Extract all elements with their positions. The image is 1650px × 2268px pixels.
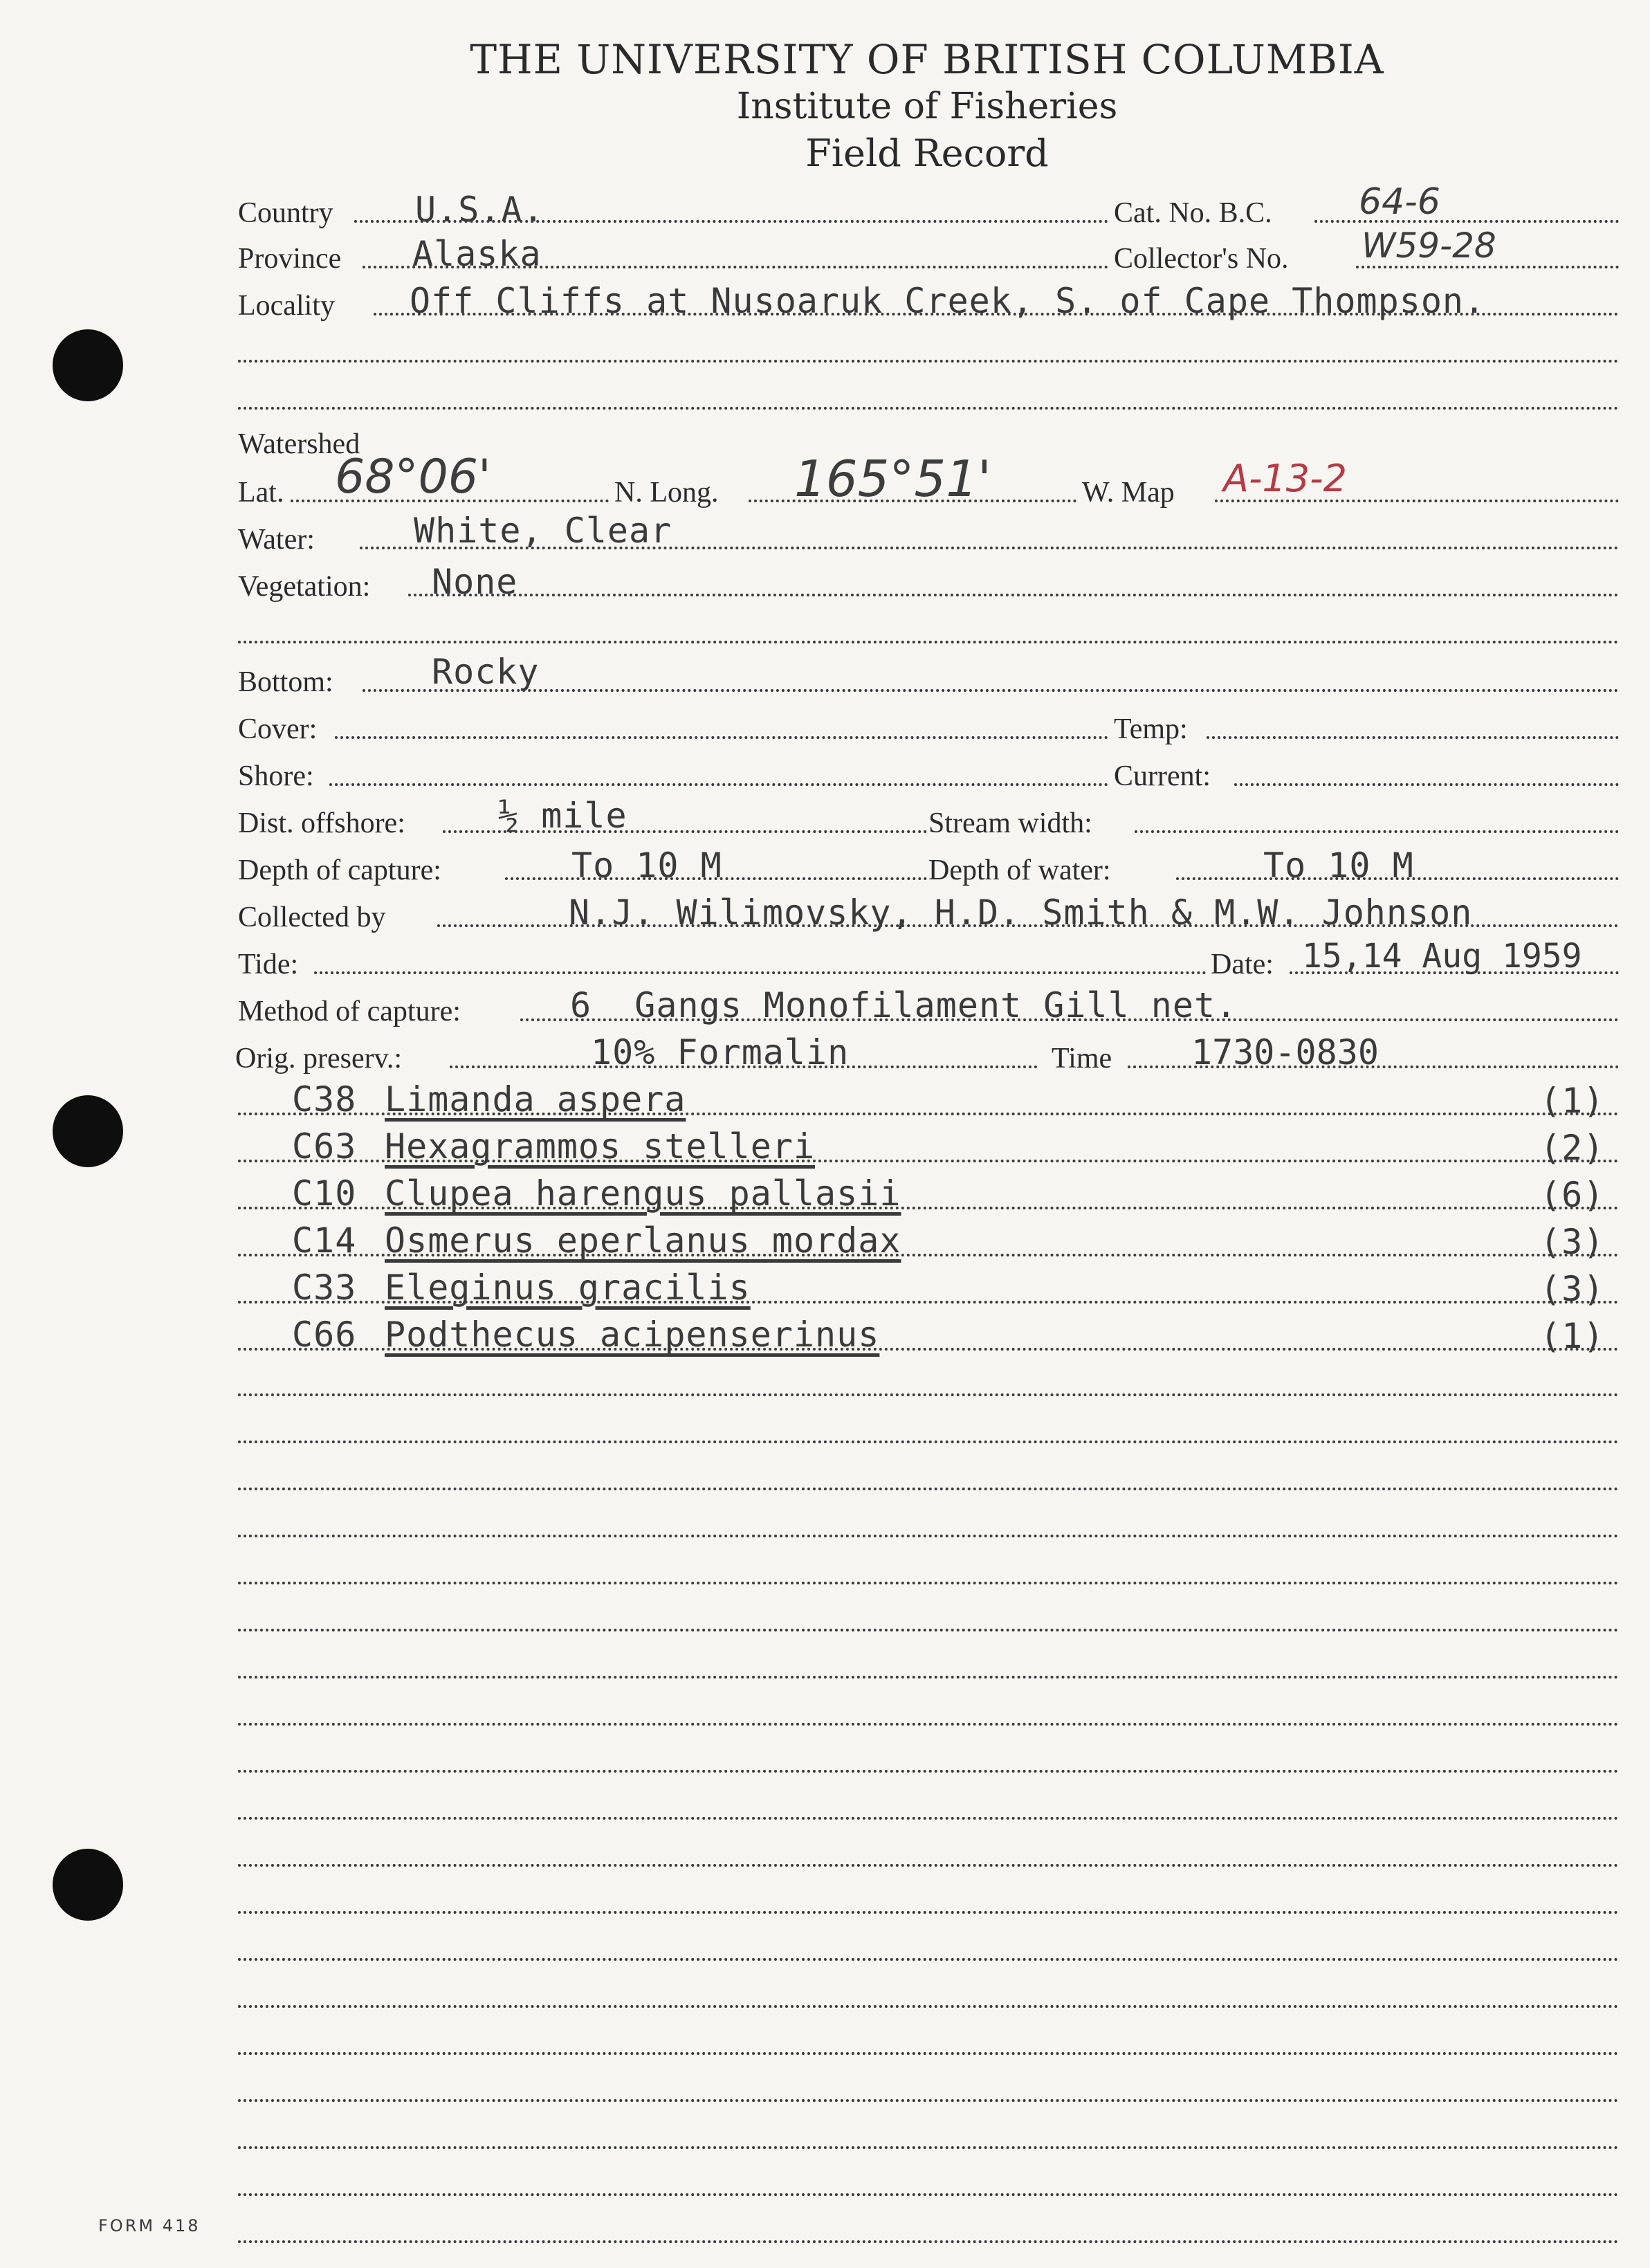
vegetation-label: Vegetation: — [238, 571, 371, 603]
stream-width-label: Stream width: — [928, 807, 1092, 839]
blank-line — [238, 2193, 1619, 2196]
blank-line — [238, 1629, 1619, 1631]
species-count: (1) — [1540, 1316, 1605, 1356]
tide-label: Tide: — [238, 949, 299, 980]
blank-line — [238, 1817, 1619, 1820]
blank-line — [238, 2099, 1619, 2102]
bottom-label: Bottom: — [238, 666, 333, 698]
blank-line — [238, 1864, 1619, 1867]
blank-line — [238, 2240, 1619, 2243]
vegetation-line — [408, 594, 1619, 596]
lat-label: Lat. — [238, 477, 284, 509]
dist-offshore-value: ½ mile — [498, 796, 627, 836]
blank-line — [238, 1770, 1619, 1773]
watershed-label: Watershed — [238, 428, 360, 460]
species-name: Eleginus gracilis — [385, 1268, 751, 1308]
depth-water-value: To 10 M — [1263, 845, 1414, 886]
tide-line — [314, 971, 1207, 974]
species-count: (1) — [1540, 1081, 1605, 1121]
stream-width-line — [1135, 830, 1619, 833]
time-value: 1730-0830 — [1191, 1032, 1379, 1072]
locality-value: Off Cliffs at Nusoaruk Creek, S. of Cape Thompson. — [410, 281, 1486, 321]
depth-capture-label: Depth of capture: — [238, 854, 441, 886]
record-title: Field Record — [805, 131, 1049, 175]
map-value: A-13-2 — [1223, 457, 1347, 500]
species-code: C38 — [292, 1079, 357, 1119]
species-code: C33 — [292, 1268, 357, 1308]
punch-hole-bottom — [53, 1849, 123, 1921]
cat-no-label: Cat. No. B.C. — [1114, 197, 1272, 229]
species-count: (2) — [1540, 1128, 1605, 1168]
species-count: (6) — [1540, 1175, 1605, 1215]
time-label: Time — [1052, 1043, 1112, 1074]
water-value: White, Clear — [414, 511, 672, 551]
lat-value: 68°06' — [335, 450, 491, 504]
blank-line — [238, 1958, 1619, 1961]
vegetation-line-2 — [238, 641, 1619, 643]
country-value: U.S.A. — [415, 190, 544, 230]
department-title: Institute of Fisheries — [736, 86, 1118, 127]
blank-line — [238, 1676, 1619, 1679]
temp-label: Temp: — [1114, 713, 1188, 745]
blank-line — [238, 1535, 1619, 1537]
country-label: Country — [238, 197, 333, 229]
cover-label: Cover: — [238, 713, 318, 745]
species-code: C10 — [292, 1173, 357, 1214]
institution-title: THE UNIVERSITY OF BRITISH COLUMBIA — [470, 36, 1384, 83]
species-name: Osmerus eperlanus mordax — [385, 1220, 901, 1261]
species-count: (3) — [1540, 1222, 1605, 1262]
blank-line — [238, 1582, 1619, 1584]
collected-by-label: Collected by — [238, 902, 386, 933]
n-long-label: N. Long. — [614, 477, 719, 509]
cat-no-value: 64-6 — [1359, 181, 1441, 223]
collectors-no-label: Collector's No. — [1114, 243, 1289, 275]
species-code: C14 — [292, 1220, 357, 1261]
blank-line — [238, 2146, 1619, 2149]
orig-preserv-value: 10% Formalin — [591, 1032, 850, 1072]
vegetation-value: None — [432, 562, 518, 602]
blank-line — [238, 2005, 1619, 2008]
depth-water-label: Depth of water: — [928, 854, 1111, 886]
punch-hole-top — [53, 329, 123, 401]
temp-line — [1207, 736, 1619, 739]
form-number: FORM 418 — [98, 2216, 201, 2235]
species-name: Clupea harengus pallasii — [385, 1173, 901, 1214]
species-code: C63 — [292, 1126, 357, 1167]
collected-by-value: N.J. Wilimovsky, H.D. Smith & M.W. Johnson — [569, 893, 1473, 933]
blank-line — [238, 1488, 1619, 1490]
w-map-label: W. Map — [1082, 477, 1175, 509]
shore-line — [329, 783, 1108, 786]
current-line — [1234, 783, 1619, 786]
blank-line — [238, 1393, 1619, 1396]
species-count: (3) — [1540, 1269, 1605, 1309]
blank-line — [238, 1723, 1619, 1726]
date-value: 15,14 Aug 1959 — [1302, 937, 1582, 976]
water-label: Water: — [238, 524, 315, 556]
cover-line — [335, 736, 1108, 739]
province-label: Province — [238, 243, 342, 275]
depth-capture-value: To 10 M — [571, 845, 722, 886]
species-code: C66 — [292, 1315, 357, 1355]
method-label: Method of capture: — [238, 996, 461, 1027]
species-name: Limanda aspera — [385, 1079, 686, 1119]
current-label: Current: — [1114, 760, 1211, 792]
species-name: Hexagrammos stelleri — [385, 1126, 816, 1167]
blank-line — [238, 2052, 1619, 2055]
long-value: 165°51' — [794, 450, 991, 508]
orig-preserv-label: Orig. preserv.: — [235, 1043, 403, 1074]
blank-line — [238, 1911, 1619, 1914]
blank-line — [238, 1441, 1619, 1443]
punch-hole-middle — [53, 1095, 123, 1167]
date-label: Date: — [1211, 949, 1274, 980]
locality-label: Locality — [238, 290, 335, 322]
collectors-no-line — [1356, 266, 1619, 268]
locality-line-3 — [238, 407, 1619, 410]
province-value: Alaska — [412, 234, 542, 274]
method-value: 6 Gangs Monofilament Gill net. — [570, 985, 1238, 1025]
dist-offshore-label: Dist. offshore: — [238, 807, 405, 839]
bottom-line — [363, 689, 1619, 692]
species-name: Podthecus acipenserinus — [385, 1315, 880, 1355]
collectors-no-value: W59-28 — [1362, 226, 1496, 266]
locality-line-2 — [238, 360, 1619, 363]
bottom-value: Rocky — [432, 652, 540, 692]
shore-label: Shore: — [238, 760, 314, 792]
